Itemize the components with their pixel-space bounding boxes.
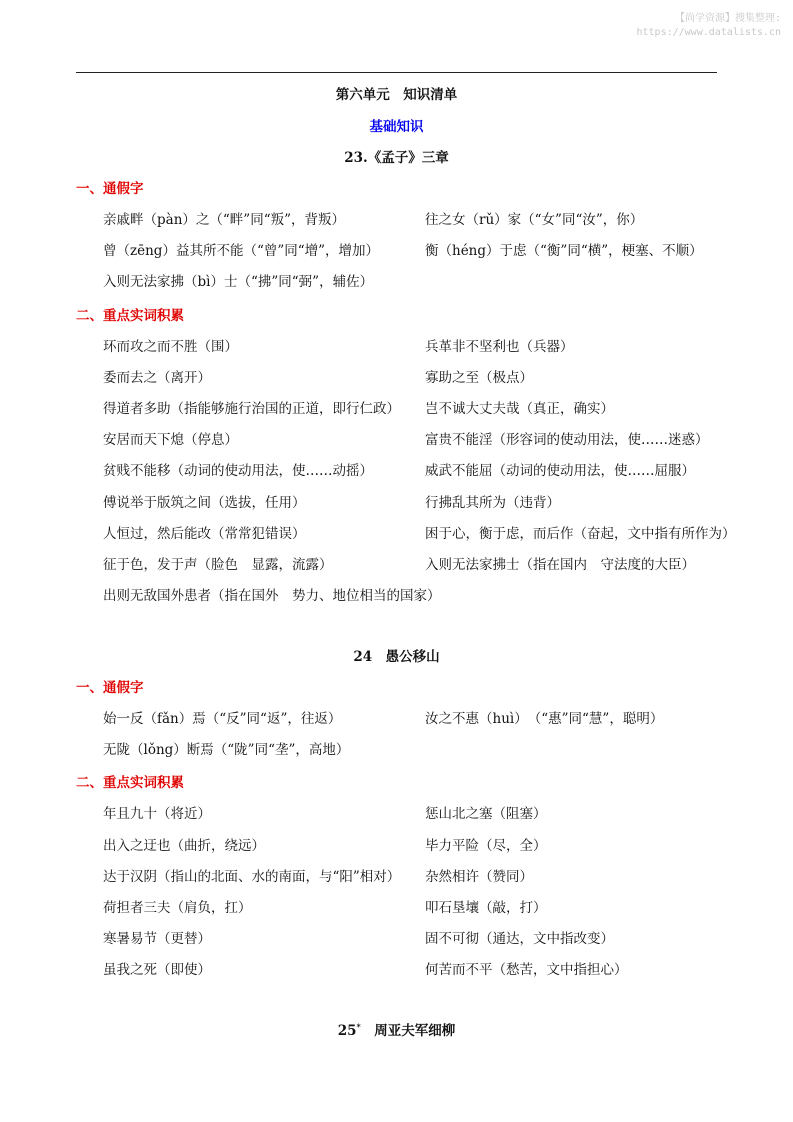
entry-row: [103, 865, 763, 885]
entry-row: [103, 707, 763, 727]
entry-item: 入则无法家拂（bì）士（“拂”同“弼”，辅佐）: [103, 274, 374, 291]
entry-row: [103, 584, 763, 604]
entry-item: 惩山北之塞（阻塞）: [425, 806, 547, 823]
entry-row: [103, 958, 763, 978]
entry-item: 无陇（lǒng）断焉（“陇”同“垄”，高地）: [103, 742, 350, 759]
entry-item: 寡助之至（极点）: [425, 369, 533, 386]
entry-item: 得道者多助（指能够施行治国的正道，即行仁政）: [103, 401, 400, 417]
entry-row: [103, 270, 763, 290]
entry-row: [103, 459, 763, 479]
entry-row: [103, 335, 763, 355]
entry-item: 行拂乱其所为（违背）: [425, 494, 560, 511]
entry-item: 困于心，衡于虑，而后作（奋起，文中指有所作为）: [425, 525, 736, 542]
entry-item: 汝之不惠（huì） （“惠”同“慧”，聪明）: [425, 711, 664, 727]
watermark-line1: 【尚学资源】搜集整理:: [674, 13, 781, 24]
optional-mark: *: [356, 1021, 361, 1032]
entry-item: 达于汉阴（指山的北面、水的南面，与“阳”相对）: [103, 868, 401, 885]
entry-item: 杂然相许（赞同）: [425, 868, 533, 885]
entry-item: 毕力平险（尽，全）: [425, 837, 547, 854]
section-heading: 一、通假字: [76, 680, 144, 696]
entry-item: 荷担者三夫（肩负，扛）: [103, 900, 252, 916]
entry-item: 叩石垦壤（敲，打）: [425, 900, 547, 916]
basic-knowledge-title: 基础知识: [369, 119, 424, 135]
entry-item: 出则无敌国外患者（指在国外 势力、地位相当的国家）: [103, 588, 441, 605]
unit-title: 第六单元 知识清单: [335, 87, 458, 103]
entry-row: [103, 553, 763, 573]
entry-item: 岂不诚大丈夫哉（真正，确实）: [425, 401, 614, 417]
entry-row: [103, 491, 763, 511]
header-rule: [76, 72, 717, 73]
entry-row: [103, 239, 763, 259]
entry-row: [103, 428, 763, 448]
entry-item: 威武不能屈（动词的使动用法，使……屈服）: [425, 463, 695, 480]
entry-row: [103, 802, 763, 822]
lesson-title: 24 愚公移山: [353, 649, 440, 665]
lesson-name: 周亚夫军细柳: [374, 1023, 456, 1039]
entry-item: 出入之迂也（曲折，绕远）: [103, 837, 265, 854]
lesson-number: 25: [337, 1023, 357, 1039]
entry-item: 环而攻之而不胜（围）: [103, 338, 238, 355]
lesson-title-25: [0, 1019, 793, 1039]
entry-item: 亲戚畔（pàn）之（“畔”同“叛”，背叛）: [103, 212, 345, 228]
entry-row: [103, 896, 763, 916]
entry-item: 入则无法家拂士（指在国内 守法度的大臣）: [425, 557, 695, 573]
entry-row: [103, 366, 763, 386]
entry-item: 兵革非不坚利也（兵器）: [425, 338, 574, 355]
entry-item: 傅说举于版筑之间（选拔，任用）: [103, 494, 306, 511]
entry-item: 贫贱不能移（动词的使动用法，使……动摇）: [103, 463, 373, 480]
lesson-title: 23.《孟子》三章: [344, 150, 449, 166]
entry-row: [103, 522, 763, 542]
entry-item: 始一反（fǎn）焉（“反”同“返”，往返）: [103, 711, 342, 727]
entry-row: [103, 208, 763, 228]
watermark-line2: https://www.datalists.cn: [636, 27, 781, 38]
entry-item: 委而去之（离开）: [103, 369, 211, 386]
entry-item: 寒暑易节（更替）: [103, 931, 211, 948]
section-heading: 二、重点实词积累: [76, 307, 184, 324]
entry-row: [103, 927, 763, 947]
section-heading: 二、重点实词积累: [76, 775, 184, 792]
entry-item: 人恒过，然后能改（常常犯错误）: [103, 525, 306, 542]
entry-item: 虽我之死（即使）: [103, 962, 211, 979]
entry-item: 衡（héng）于虑（“衡”同“横”，梗塞、不顺）: [425, 243, 703, 260]
entry-item: 富贵不能淫（形容词的使动用法，使……迷惑）: [425, 432, 709, 449]
entry-item: 征于色，发于声（脸色 显露，流露）: [103, 557, 333, 573]
section-heading: 一、通假字: [76, 181, 144, 197]
entry-row: [103, 738, 763, 758]
entry-item: 年且九十（将近）: [103, 806, 211, 823]
entry-item: 往之女（rǔ）家（“女”同“汝”，你）: [425, 212, 644, 228]
entry-item: 安居而天下熄（停息）: [103, 432, 238, 449]
entry-item: 何苦而不平（愁苦，文中指担心）: [425, 962, 628, 979]
entry-row: [103, 397, 763, 417]
entry-item: 固不可彻（通达，文中指改变）: [425, 931, 614, 948]
entry-item: 曾（zēng）益其所不能（“曾”同“增”，增加）: [103, 243, 380, 260]
watermark: [637, 12, 782, 40]
entry-row: [103, 834, 763, 854]
